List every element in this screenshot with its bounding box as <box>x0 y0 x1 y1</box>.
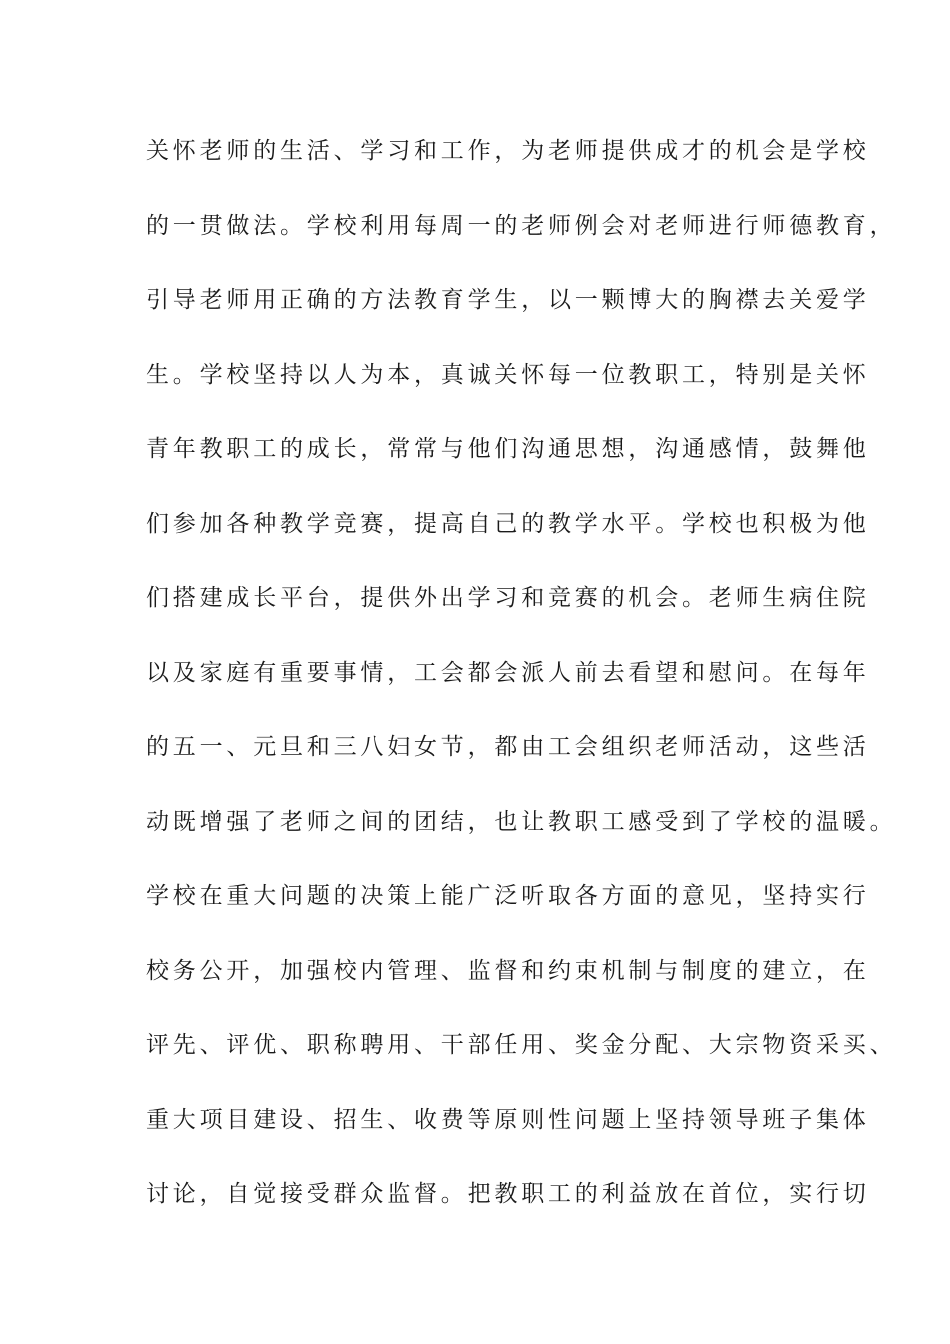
text-line-3: 引导老师用正确的方法教育学生，以一颗博大的胸襟去关爱学 <box>146 287 870 313</box>
text-line-14: 重大项目建设、招生、收费等原则性问题上坚持领导班子集体 <box>146 1106 870 1133</box>
text-line-8: 以及家庭有重要事情，工会都会派人前去看望和慰问。在每年 <box>146 659 870 686</box>
text-line-12: 校务公开，加强校内管理、监督和约束机制与制度的建立，在 <box>146 957 870 984</box>
text-line-15: 讨论，自觉接受群众监督。把教职工的利益放在首位，实行切 <box>146 1181 870 1207</box>
text-line-5: 青年教职工的成长，常常与他们沟通思想，沟通感情，鼓舞他 <box>146 436 870 462</box>
text-line-9: 的五一、元旦和三八妇女节，都由工会组织老师活动，这些活 <box>146 734 870 760</box>
text-line-7: 们搭建成长平台，提供外出学习和竞赛的机会。老师生病住院 <box>146 585 870 611</box>
body-text <box>146 132 897 1250</box>
text-line-11: 学校在重大问题的决策上能广泛听取各方面的意见，坚持实行 <box>146 883 870 909</box>
text-line-4: 生。学校坚持以人为本，真诚关怀每一位教职工，特别是关怀 <box>146 361 870 388</box>
text-line-6: 们参加各种教学竞赛，提高自己的教学水平。学校也积极为他 <box>146 510 870 537</box>
text-line-2: 的一贯做法。学校利用每周一的老师例会对老师进行师德教育， <box>146 212 897 239</box>
text-line-13: 评先、评优、职称聘用、干部任用、奖金分配、大宗物资采买、 <box>146 1032 897 1058</box>
text-line-10: 动既增强了老师之间的团结，也让教职工感受到了学校的温暖。 <box>146 808 897 835</box>
text-line-1: 关怀老师的生活、学习和工作，为老师提供成才的机会是学校 <box>146 138 870 164</box>
